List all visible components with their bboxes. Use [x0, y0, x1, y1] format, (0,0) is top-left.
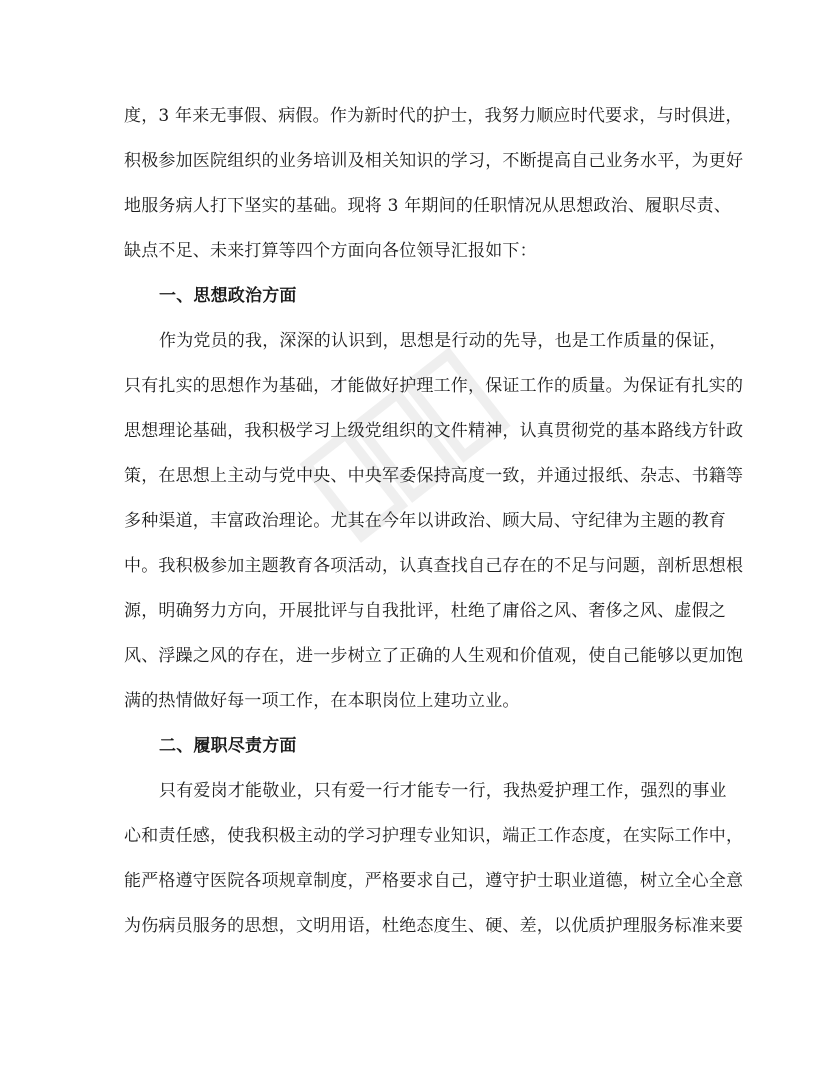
paragraph-line: 地服务病人打下坚实的基础。现将 3 年期间的任职情况从思想政治、履职尽责、 — [124, 196, 732, 216]
paragraph-line: 为伤病员服务的思想，文明用语，杜绝态度生、硬、差，以优质护理服务标准来要 — [124, 916, 744, 936]
paragraph-line: 源，明确努力方向，开展批评与自我批评，杜绝了庸俗之风、奢侈之风、虚假之 — [124, 601, 726, 621]
paragraph-line: 积极参加医院组织的业务培训及相关知识的学习，不断提高自己业务水平，为更好 — [124, 151, 744, 171]
document-body — [124, 94, 744, 949]
paragraph-line: 能严格遵守医院各项规章制度，严格要求自己，遵守护士职业道德，树立全心全意 — [124, 871, 744, 891]
paragraph-line: 作为党员的我，深深的认识到，思想是行动的先导，也是工作质量的保证， — [159, 331, 727, 351]
section-heading: 一、思想政治方面 — [159, 286, 297, 306]
paragraph-line: 只有爱岗才能敬业，只有爱一行才能专一行，我热爱护理工作，强烈的事业 — [159, 781, 727, 801]
paragraph-line: 满的热情做好每一项工作，在本职岗位上建功立业。 — [124, 691, 520, 711]
paragraph-line: 策，在思想上主动与党中央、中央军委保持高度一致，并通过报纸、杂志、书籍等 — [124, 466, 744, 486]
paragraph-line: 缺点不足、未来打算等四个方面向各位领导汇报如下： — [124, 241, 537, 261]
paragraph-line: 思想理论基础，我积极学习上级党组织的文件精神，认真贯彻党的基本路线方针政 — [124, 421, 744, 441]
paragraph-line: 心和责任感，使我积极主动的学习护理专业知识，端正工作态度，在实际工作中， — [124, 826, 744, 846]
paragraph-line: 只有扎实的思想作为基础，才能做好护理工作，保证工作的质量。为保证有扎实的 — [124, 376, 744, 396]
paragraph-line: 风、浮躁之风的存在，进一步树立了正确的人生观和价值观，使自己能够以更加饱 — [124, 646, 744, 666]
paragraph-line: 多种渠道，丰富政治理论。尤其在今年以讲政治、顾大局、守纪律为主题的教育 — [124, 511, 726, 531]
section-heading: 二、履职尽责方面 — [159, 736, 297, 756]
paragraph-line: 度，3 年来无事假、病假。作为新时代的护士，我努力顺应时代要求，与时俱进， — [124, 106, 743, 126]
paragraph-line: 中。我积极参加主题教育各项活动，认真查找自己存在的不足与问题，剖析思想根 — [124, 556, 744, 576]
